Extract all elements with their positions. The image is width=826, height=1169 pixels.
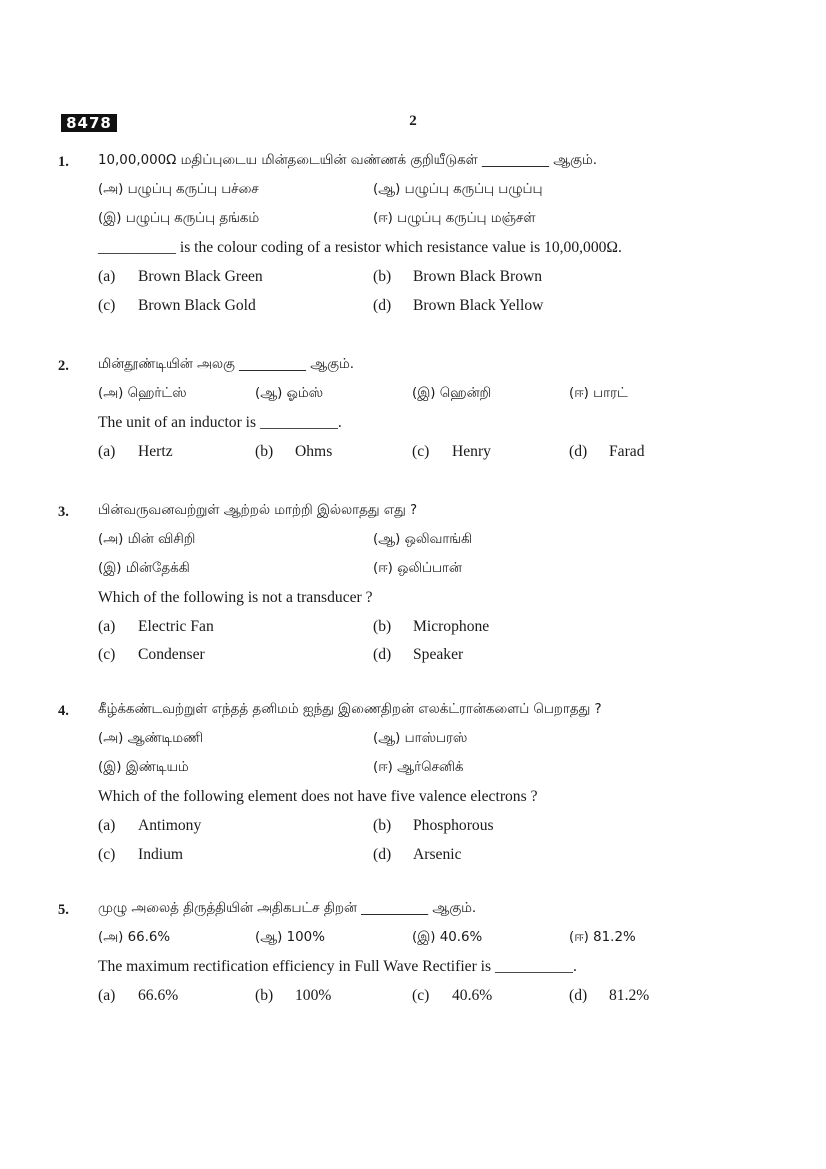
option-label: (c) xyxy=(412,987,430,1004)
english-question: The unit of an inductor is __________. xyxy=(98,414,342,431)
tamil-option-a: (அ) பழுப்பு கருப்பு பச்சை xyxy=(98,182,259,197)
option-text: Farad xyxy=(609,443,645,460)
tamil-option-b: (ஆ) பழுப்பு கருப்பு பழுப்பு xyxy=(373,182,543,197)
tamil-option-c: (இ) பழுப்பு கருப்பு தங்கம் xyxy=(98,211,260,226)
option-text: Brown Black Yellow xyxy=(413,297,544,314)
tamil-question: கீழ்க்கண்டவற்றுள் எந்தத் தனிமம் ஐந்து இணைதிறன் எலக்ட்ரான்களைப் பெறாதது ? xyxy=(98,702,602,717)
option-text: 66.6% xyxy=(138,987,179,1004)
english-option-c xyxy=(98,845,183,867)
question-number: 1. xyxy=(58,154,69,170)
english-option-a xyxy=(98,816,201,838)
english-option-b xyxy=(255,986,331,1008)
english-question: Which of the following is not a transducer ? xyxy=(98,589,373,606)
english-option-b xyxy=(373,267,542,289)
tamil-option-b: (ஆ) பாஸ்பரஸ் xyxy=(373,731,468,746)
option-text: Brown Black Green xyxy=(138,268,263,285)
tamil-option-a: (அ) மின் விசிறி xyxy=(98,532,196,547)
option-label: (b) xyxy=(373,817,392,834)
option-label: (a) xyxy=(98,817,116,834)
option-label: (c) xyxy=(412,443,430,460)
tamil-option-c: (இ) இண்டியம் xyxy=(98,760,189,775)
english-option-b xyxy=(255,442,332,464)
tamil-option-c: (இ) ஹென்றி xyxy=(412,386,492,401)
english-option-b xyxy=(373,816,494,838)
english-option-d xyxy=(569,986,649,1008)
tamil-option-c: (இ) மின்தேக்கி xyxy=(98,561,190,576)
option-label: (d) xyxy=(373,297,392,314)
option-label: (b) xyxy=(255,443,274,460)
option-label: (a) xyxy=(98,987,116,1004)
english-option-d xyxy=(373,845,462,867)
option-label: (a) xyxy=(98,618,116,635)
option-text: Hertz xyxy=(138,443,173,460)
option-text: Brown Black Gold xyxy=(138,297,256,314)
english-option-d xyxy=(569,442,645,464)
tamil-question: 10,00,000Ω மதிப்புடைய மின்தடையின் வண்ணக் குறியீடுகள் __________ ஆகும். xyxy=(98,153,597,168)
option-text: Microphone xyxy=(413,618,490,635)
option-text: Indium xyxy=(138,846,184,863)
tamil-question: மின்தூண்டியின் அலகு __________ ஆகும். xyxy=(98,357,355,372)
question-number: 5. xyxy=(58,902,69,918)
option-text: 40.6% xyxy=(452,987,493,1004)
option-text: Ohms xyxy=(295,443,333,460)
option-text: Henry xyxy=(452,443,491,460)
english-option-c xyxy=(98,645,205,667)
english-option-c xyxy=(412,442,491,464)
question-number: 2. xyxy=(58,358,69,374)
option-label: (c) xyxy=(98,646,116,663)
option-text: Phosphorous xyxy=(413,817,494,834)
english-option-d xyxy=(373,645,463,667)
option-text: Speaker xyxy=(413,646,464,663)
english-question: The maximum rectification efficiency in Full Wave Rectifier is __________. xyxy=(98,958,577,975)
english-option-a xyxy=(98,617,214,639)
option-label: (a) xyxy=(98,268,116,285)
tamil-option-d: (ஈ) பழுப்பு கருப்பு மஞ்சள் xyxy=(373,211,536,226)
tamil-option-c: (இ) 40.6% xyxy=(412,930,483,945)
english-question: __________ is the colour coding of a resistor which resistance value is 10,00,000Ω. xyxy=(98,239,622,256)
option-text: Condenser xyxy=(138,646,205,663)
english-option-a xyxy=(98,986,178,1008)
tamil-option-b: (ஆ) ஓம்ஸ் xyxy=(255,386,324,401)
tamil-option-a: (அ) ஹெர்ட்ஸ் xyxy=(98,386,187,401)
option-label: (d) xyxy=(373,846,392,863)
option-label: (b) xyxy=(255,987,274,1004)
tamil-option-b: (ஆ) ஒலிவாங்கி xyxy=(373,532,473,547)
option-label: (d) xyxy=(373,646,392,663)
option-text: Electric Fan xyxy=(138,618,214,635)
option-text: 81.2% xyxy=(609,987,650,1004)
option-label: (c) xyxy=(98,846,116,863)
english-option-d xyxy=(373,296,543,318)
option-label: (a) xyxy=(98,443,116,460)
tamil-option-d: (ஈ) ஆர்செனிக் xyxy=(373,760,464,775)
option-label: (c) xyxy=(98,297,116,314)
english-option-c xyxy=(98,296,256,318)
english-option-a xyxy=(98,442,173,464)
option-label: (b) xyxy=(373,618,392,635)
tamil-question: முழு அலைத் திருத்தியின் அதிகபட்ச திறன் __________ ஆகும். xyxy=(98,901,477,916)
page-number: 2 xyxy=(409,113,417,129)
option-text: Arsenic xyxy=(413,846,462,863)
option-text: 100% xyxy=(295,987,332,1004)
option-text: Brown Black Brown xyxy=(413,268,543,285)
option-label: (b) xyxy=(373,268,392,285)
tamil-option-d: (ஈ) பாரட் xyxy=(569,386,628,401)
tamil-option-d: (ஈ) ஒலிப்பான் xyxy=(373,561,462,576)
tamil-option-b: (ஆ) 100% xyxy=(255,930,325,945)
tamil-option-d: (ஈ) 81.2% xyxy=(569,930,636,945)
option-label: (d) xyxy=(569,443,588,460)
english-option-a xyxy=(98,267,263,289)
tamil-option-a: (அ) ஆண்டிமணி xyxy=(98,731,203,746)
option-text: Antimony xyxy=(138,817,202,834)
tamil-question: பின்வருவனவற்றுள் ஆற்றல் மாற்றி இல்லாதது எது ? xyxy=(98,503,418,518)
option-label: (d) xyxy=(569,987,588,1004)
english-question: Which of the following element does not have five valence electrons ? xyxy=(98,788,538,805)
question-number: 4. xyxy=(58,703,69,719)
question-number: 3. xyxy=(58,504,69,520)
paper-code: 8478 xyxy=(61,114,117,132)
english-option-c xyxy=(412,986,492,1008)
english-option-b xyxy=(373,617,489,639)
tamil-option-a: (அ) 66.6% xyxy=(98,930,171,945)
